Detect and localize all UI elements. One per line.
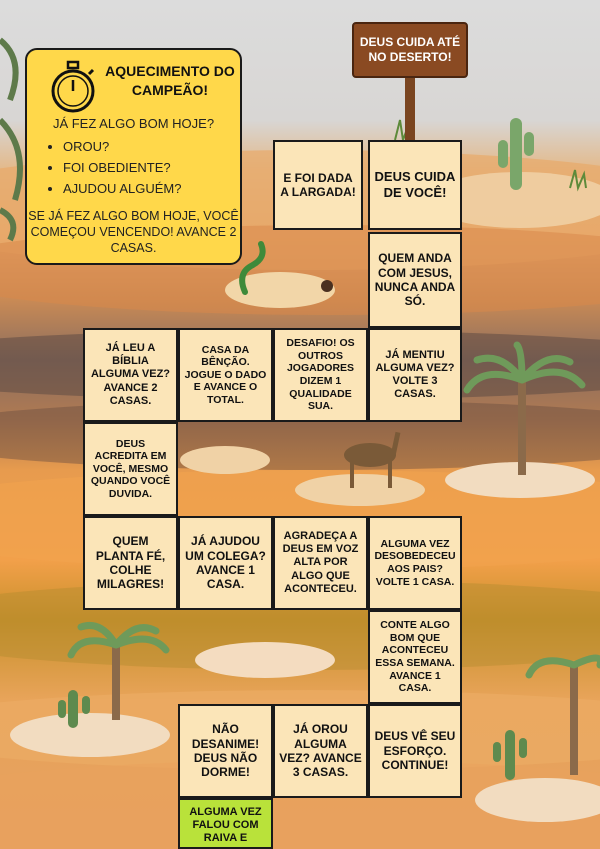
sign-text: DEUS CUIDA ATÉ NO DESERTO! — [359, 35, 461, 64]
card-title: AQUECIMENTO DO CAMPEÃO! — [105, 63, 235, 98]
board-tile[interactable] — [368, 328, 462, 422]
tile-text: DEUS CUIDA DE VOCÊ! — [374, 169, 456, 200]
list-item: • OROU? — [63, 136, 181, 157]
list-item: • FOI OBEDIENTE? — [63, 157, 181, 178]
board-tile-green[interactable] — [178, 798, 273, 849]
tile-text: ALGUMA VEZ DESOBEDECEU AOS PAIS? VOLTE 1 CASA. — [374, 537, 456, 588]
tile-text: QUEM PLANTA FÉ, COLHE MILAGRES! — [95, 534, 166, 592]
tile-text: DEUS VÊ SEU ESFORÇO. CONTINUE! — [374, 729, 456, 773]
tile-text: JÁ LEU A BÍBLIA ALGUMA VEZ? AVANCE 2 CASAS. — [90, 342, 171, 407]
board-tile[interactable] — [273, 704, 368, 798]
tile-text: JÁ AJUDOU UM COLEGA? AVANCE 1 CASA. — [185, 534, 266, 592]
board-tile[interactable] — [273, 328, 368, 422]
desert-sign — [352, 22, 468, 78]
tile-text: E FOI DADA A LARGADA! — [280, 170, 356, 199]
board-tile[interactable] — [178, 516, 273, 610]
board-tile[interactable] — [83, 328, 178, 422]
signpost-pole — [405, 76, 415, 142]
tile-text: AGRADEÇA A DEUS EM VOZ ALTA POR ALGO QUE ACONTECEU. — [282, 530, 359, 595]
card-question: JÁ FEZ ALGO BOM HOJE? — [52, 116, 215, 131]
board-tile[interactable] — [368, 704, 462, 798]
board-tile[interactable] — [368, 516, 462, 610]
tile-text: QUEM ANDA COM JESUS, NUNCA ANDA SÓ. — [374, 251, 456, 309]
tile-text: ALGUMA VEZ FALOU COM RAIVA E — [189, 806, 262, 845]
board-tile[interactable] — [273, 516, 368, 610]
tile-text: JÁ OROU ALGUMA VEZ? AVANCE 3 CASAS. — [279, 722, 362, 780]
tile-text: DEUS ACREDITA EM VOCÊ, MESMO QUANDO VOCÊ DUVIDA. — [90, 437, 171, 500]
board-tile[interactable] — [178, 704, 273, 798]
board-tile[interactable] — [368, 610, 462, 704]
tile-text: JÁ MENTIU ALGUMA VEZ? VOLTE 3 CASAS. — [375, 348, 455, 401]
board-tile[interactable] — [83, 516, 178, 610]
stopwatch-icon — [47, 60, 99, 116]
board-tile[interactable] — [83, 422, 178, 516]
board-tile[interactable] — [368, 140, 462, 230]
card-footer: SE JÁ FEZ ALGO BOM HOJE, VOCÊ COMEÇOU VENCENDO! AVANCE 2 CASAS. — [28, 209, 239, 255]
board-tile[interactable] — [178, 328, 273, 422]
card-checklist — [41, 136, 181, 199]
tile-text: DESAFIO! OS OUTROS JOGADORES DIZEM 1 QUALIDADE SUA. — [286, 337, 355, 413]
tile-text: CONTE ALGO BOM QUE ACONTECEU ESSA SEMANA. AVANCE 1 CASA. — [375, 619, 455, 695]
tile-text: NÃO DESANIME! DEUS NÃO DORME! — [191, 722, 260, 780]
tile-text: CASA DA BÊNÇÃO. JOGUE O DADO E AVANCE O TOTAL. — [184, 343, 267, 406]
warmup-card — [25, 48, 242, 265]
list-item: • AJUDOU ALGUÉM? — [63, 178, 181, 199]
board-tile-start[interactable] — [273, 140, 363, 230]
board-tile[interactable] — [368, 232, 462, 328]
